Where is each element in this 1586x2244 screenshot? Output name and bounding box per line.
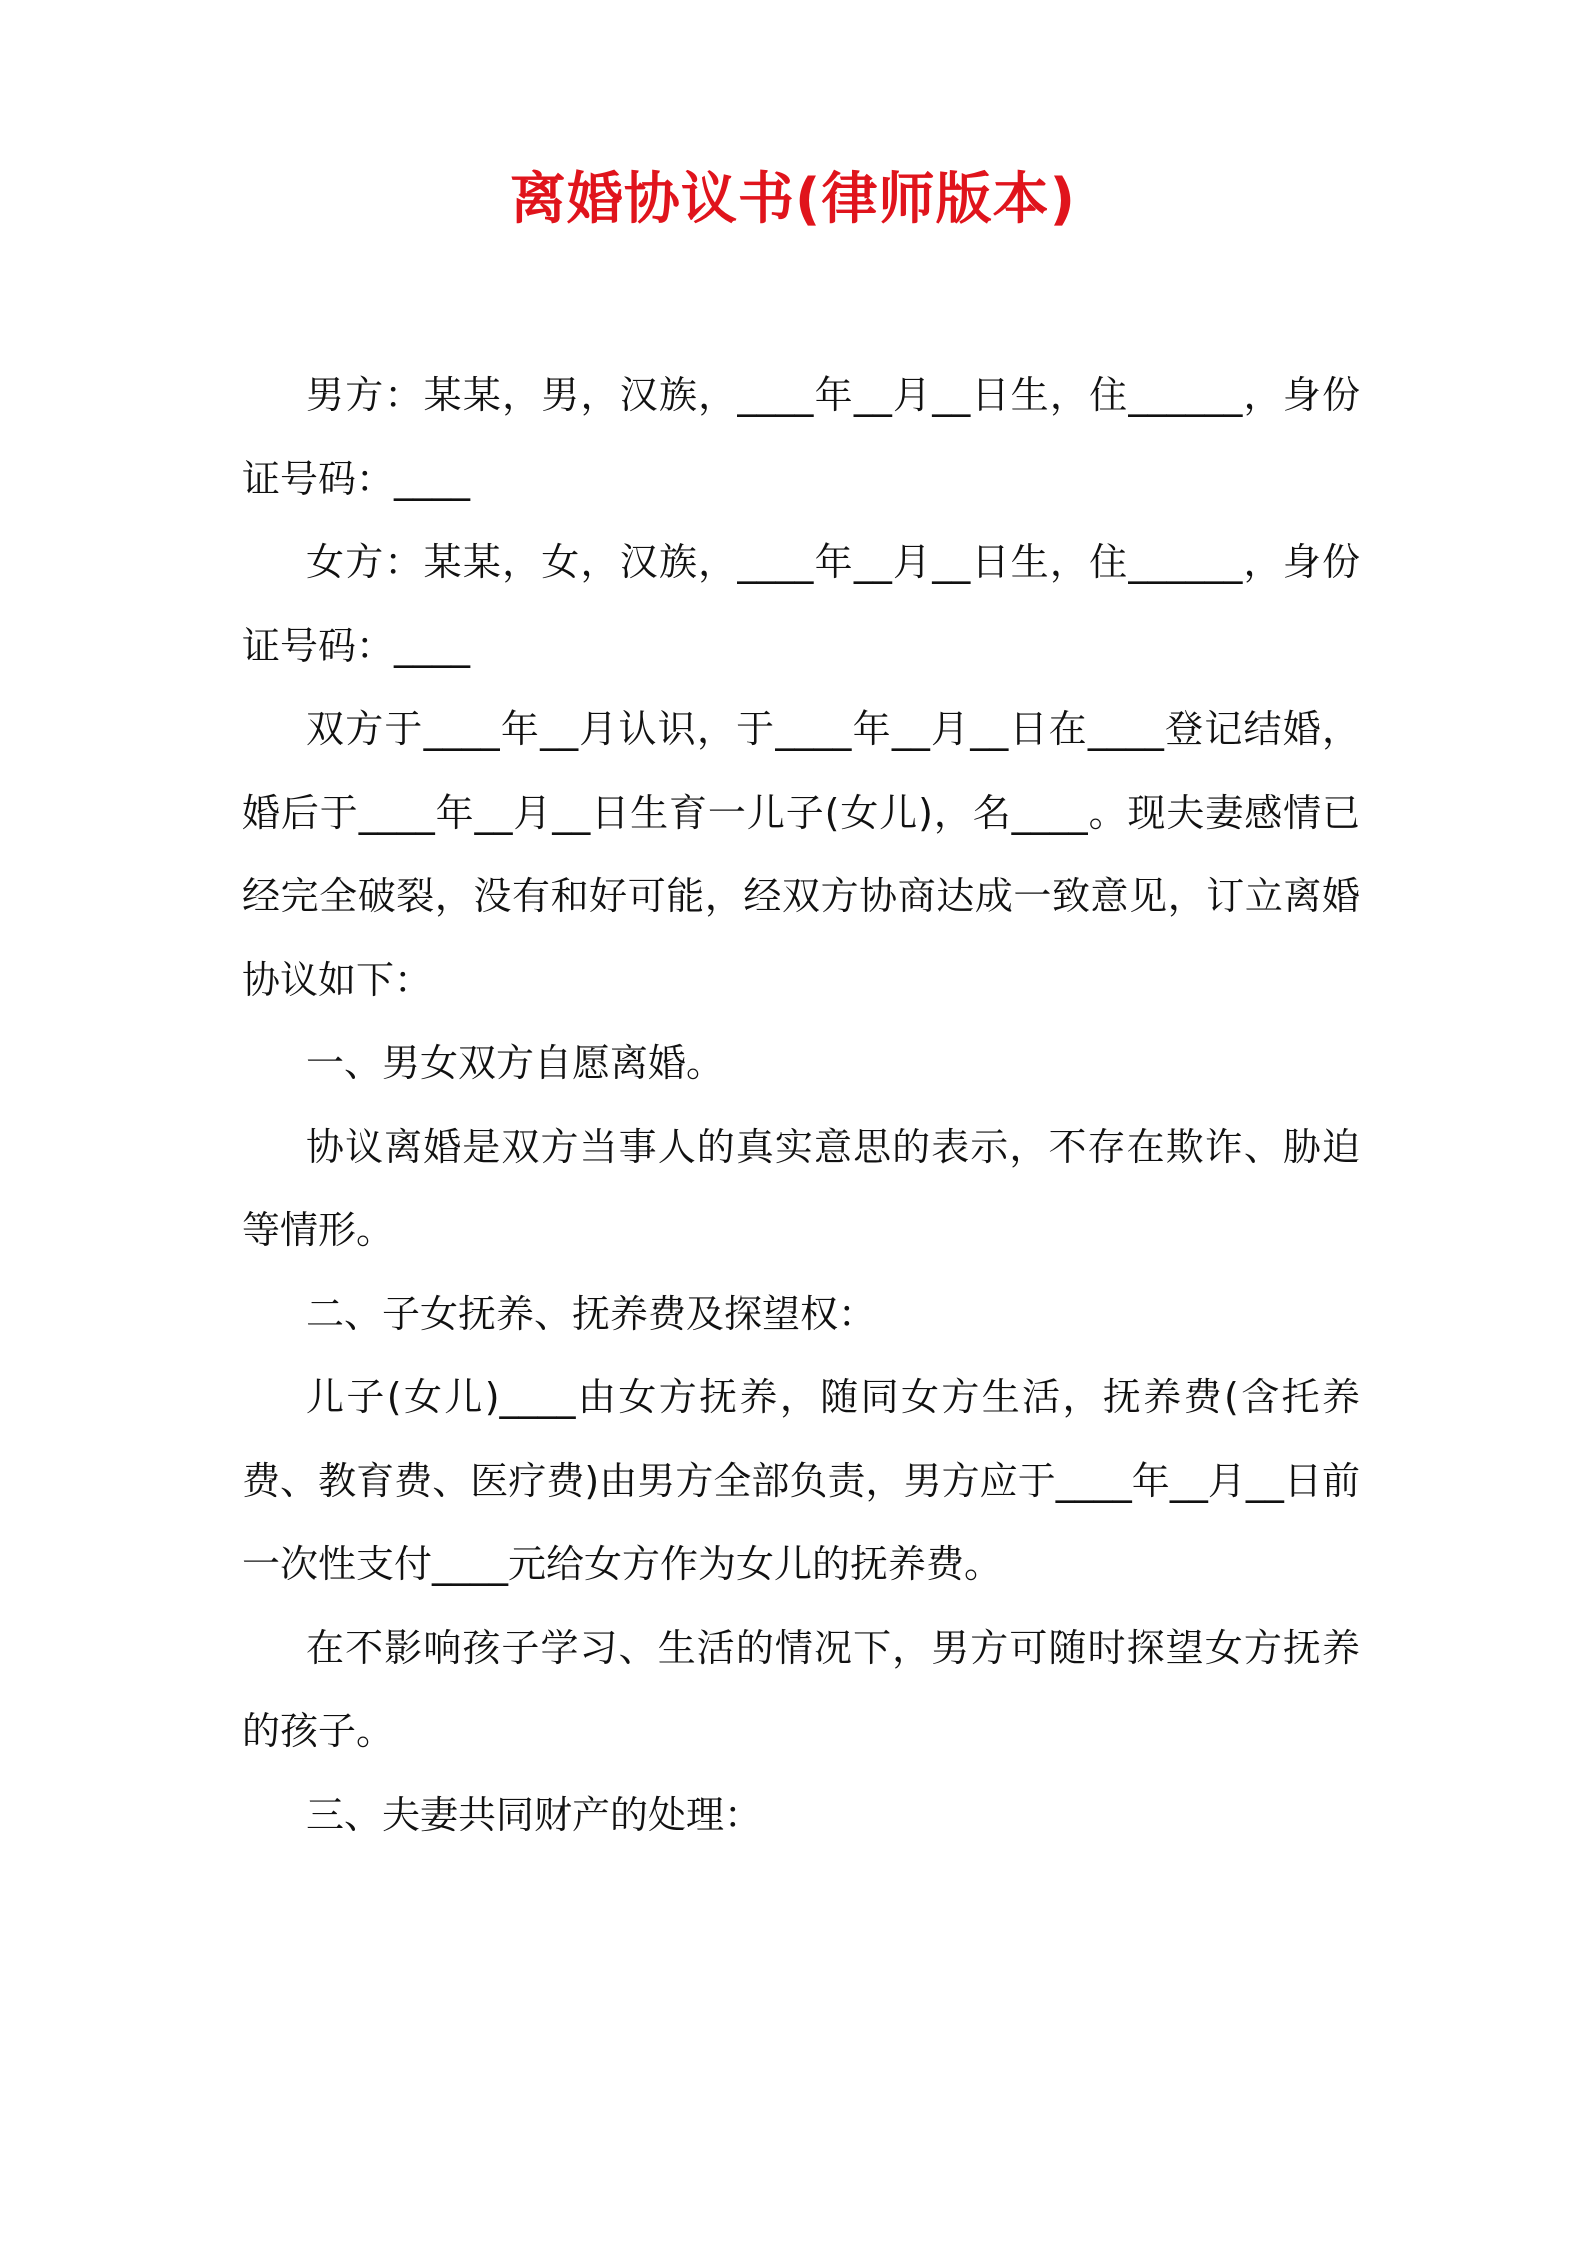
paragraph-voluntary-divorce: 协议离婚是双方当事人的真实意思的表示，不存在欺诈、胁迫等情形。	[242, 1124, 1360, 1252]
paragraph-female-party: 女方：某某，女，汉族，____年__月__日生，住______，身份证号码：____	[242, 540, 1360, 668]
paragraph-child-support: 儿子(女儿)____由女方抚养，随同女方生活，抚养费(含托养费、教育费、医疗费)由男方全部负责，男方应于____年__月__日前一次性支付____元给女方作为女儿的抚养费。	[242, 1375, 1360, 1586]
section-heading-divorce: 一、男女双方自愿离婚。	[306, 1041, 725, 1085]
document-title: 离婚协议书(律师版本)	[509, 167, 1077, 232]
paragraph-male-party: 男方：某某，男，汉族，____年__月__日生，住______，身份证号码：____	[242, 373, 1360, 501]
section-heading-property: 三、夫妻共同财产的处理：	[306, 1792, 763, 1837]
document-body	[242, 354, 1360, 1857]
paragraph-visitation: 在不影响孩子学习、生活的情况下，男方可随时探望女方抚养的孩子。	[242, 1625, 1360, 1753]
paragraph-marriage-background: 双方于____年__月认识，于____年__月__日在____登记结婚，婚后于____年__月__日生育一儿子(女儿)，名____。现夫妻感情已经完全破裂，没有和好可能，经双方协商达成一致意见，订立离婚协议如下：	[242, 707, 1360, 1002]
section-heading-child-custody: 二、子女抚养、抚养费及探望权：	[306, 1291, 877, 1336]
